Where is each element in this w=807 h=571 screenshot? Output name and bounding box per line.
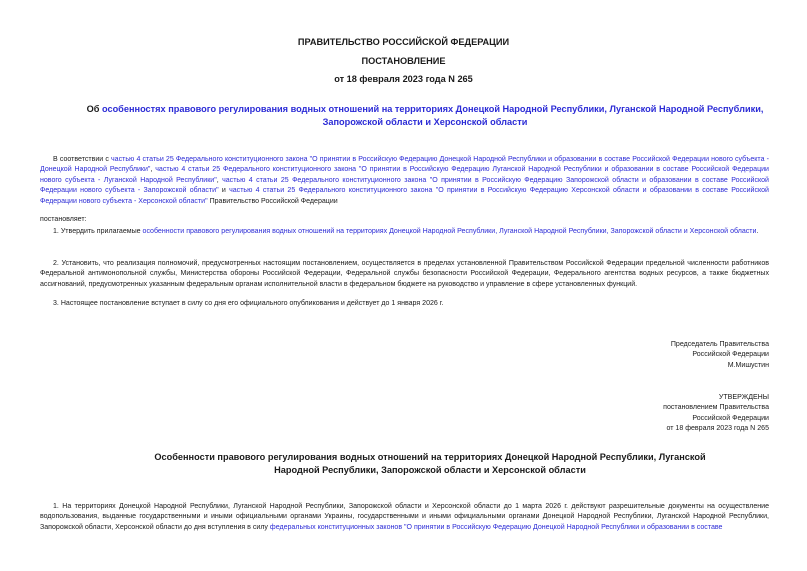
- approved-line3: Российской Федерации: [692, 414, 769, 422]
- document-date-number: от 18 февраля 2023 года N 265: [334, 74, 473, 84]
- title-prefix: Об: [86, 104, 102, 114]
- signature-title-line1: Председатель Правительства: [670, 341, 769, 348]
- government-header: ПРАВИТЕЛЬСТВО РОССИЙСКОЙ ФЕДЕРАЦИИ: [297, 37, 510, 47]
- preamble-link-donetsk[interactable]: частью 4 статьи 25 Федерального конституционного закона "О принятии в Российскую Федерацию Донецкой Народной Республики и образовании в составе Российской Федерации нового субъекта - Донецкой Народной Республики": [40, 156, 769, 174]
- item-1-text: 1. Утвердить прилагаемые: [53, 228, 143, 235]
- preamble-text-5: Правительство Российской Федерации: [207, 197, 338, 205]
- preamble-text-4: и: [218, 187, 230, 195]
- annex-item-1-paragraph: [40, 502, 769, 533]
- item-1-end: .: [756, 228, 759, 235]
- signature-block: [671, 340, 769, 371]
- approval-block: [663, 393, 769, 435]
- preamble-link-kherson[interactable]: частью 4 статьи 25 Федерального конституционного закона "О принятии в Российскую Федерацию Херсонской области и образовании в составе Российской Федерации нового субъекта - Херсонской области": [40, 187, 769, 205]
- item-1-paragraph: [40, 227, 769, 237]
- annex-item-1-text: 1. На территориях Донецкой Народной Республики, Луганской Народной Республики, Запорожской области и Херсонской области до 1 марта 2026 г. действуют разрешительные документы на осуществление водопользования, выданные государственными и иными официальными органами Украины, государственными и иными официальными органами Донецкой Народной Республики, Луганской Народной Республики, Запорожской области, Херсонской области до дня вступления в силу: [40, 503, 769, 531]
- approved-line4: от 18 февраля 2023 года N 265: [666, 425, 769, 433]
- document-type: ПОСТАНОВЛЕНИЕ: [361, 56, 446, 66]
- preamble-link-zaporozhye[interactable]: частью 4 статьи 25 Федерального конституционного закона "О принятии в Российскую Федерацию Запорожской области и образовании в составе Российской Федерации нового субъекта - Запорожской области": [40, 176, 769, 195]
- signature-title-line2: Российской Федерации: [692, 351, 769, 359]
- resolves-text: постановляет:: [40, 216, 87, 223]
- annex-title: Особенности правового регулирования водных отношений на территориях Донецкой Народной Республики, Луганской Народной Республики, Запорожской области и Херсонской области: [154, 452, 706, 475]
- title-link[interactable]: особенностях правового регулирования водных отношений на территориях Донецкой Народной Республики, Луганской Народной Республики, Запорожской области и Херсонской области: [101, 104, 764, 127]
- item-2-paragraph: 2. Установить, что реализация полномочий, предусмотренных настоящим постановлением, осуществляется в пределах установленной Правительством Российской Федерации предельной численности работников Федеральной антимонопольной службы, Министерства обороны Российской Федерации, Федеральной службы безопасности Российской Федерации, Федерального агентства водных ресурсов, а также бюджетных ассигнований, предусмотренных указанным федеральным органам исполнительной власти в федеральном бюджете на руководство и управление в сфере установленных функций.: [40, 260, 769, 288]
- annex-item-1-link[interactable]: федеральных конституционных законов "О принятии в Российскую Федерацию Донецкой Народной Республики и образовании в составе: [269, 523, 723, 531]
- item-3-paragraph: 3. Настоящее постановление вступает в силу со дня его официального опубликования и действует до 1 января 2026 г.: [53, 300, 444, 307]
- approved-line2: постановлением Правительства: [663, 404, 769, 412]
- preamble-paragraph: [40, 155, 769, 207]
- item-1-link[interactable]: особенности правового регулирования водных отношений на территориях Донецкой Народной Республики, Луганской Народной Республики, Запорожской области и Херсонской области: [142, 228, 757, 235]
- approved-heading: УТВЕРЖДЕНЫ: [718, 394, 769, 401]
- preamble-text-2: ,: [150, 166, 156, 174]
- preamble-link-lugansk[interactable]: частью 4 статьи 25 Федерального конституционного закона "О принятии в Российскую Федерацию Луганской Народной Республики и образовании в составе Российской Федерации нового субъекта - Луганской Народной Республики": [40, 166, 769, 184]
- preamble-text-1: В соответствии с: [53, 156, 112, 163]
- document-title: [80, 103, 770, 128]
- preamble-text-3: ,: [216, 176, 223, 184]
- signature-name: М.Мишустин: [727, 361, 769, 369]
